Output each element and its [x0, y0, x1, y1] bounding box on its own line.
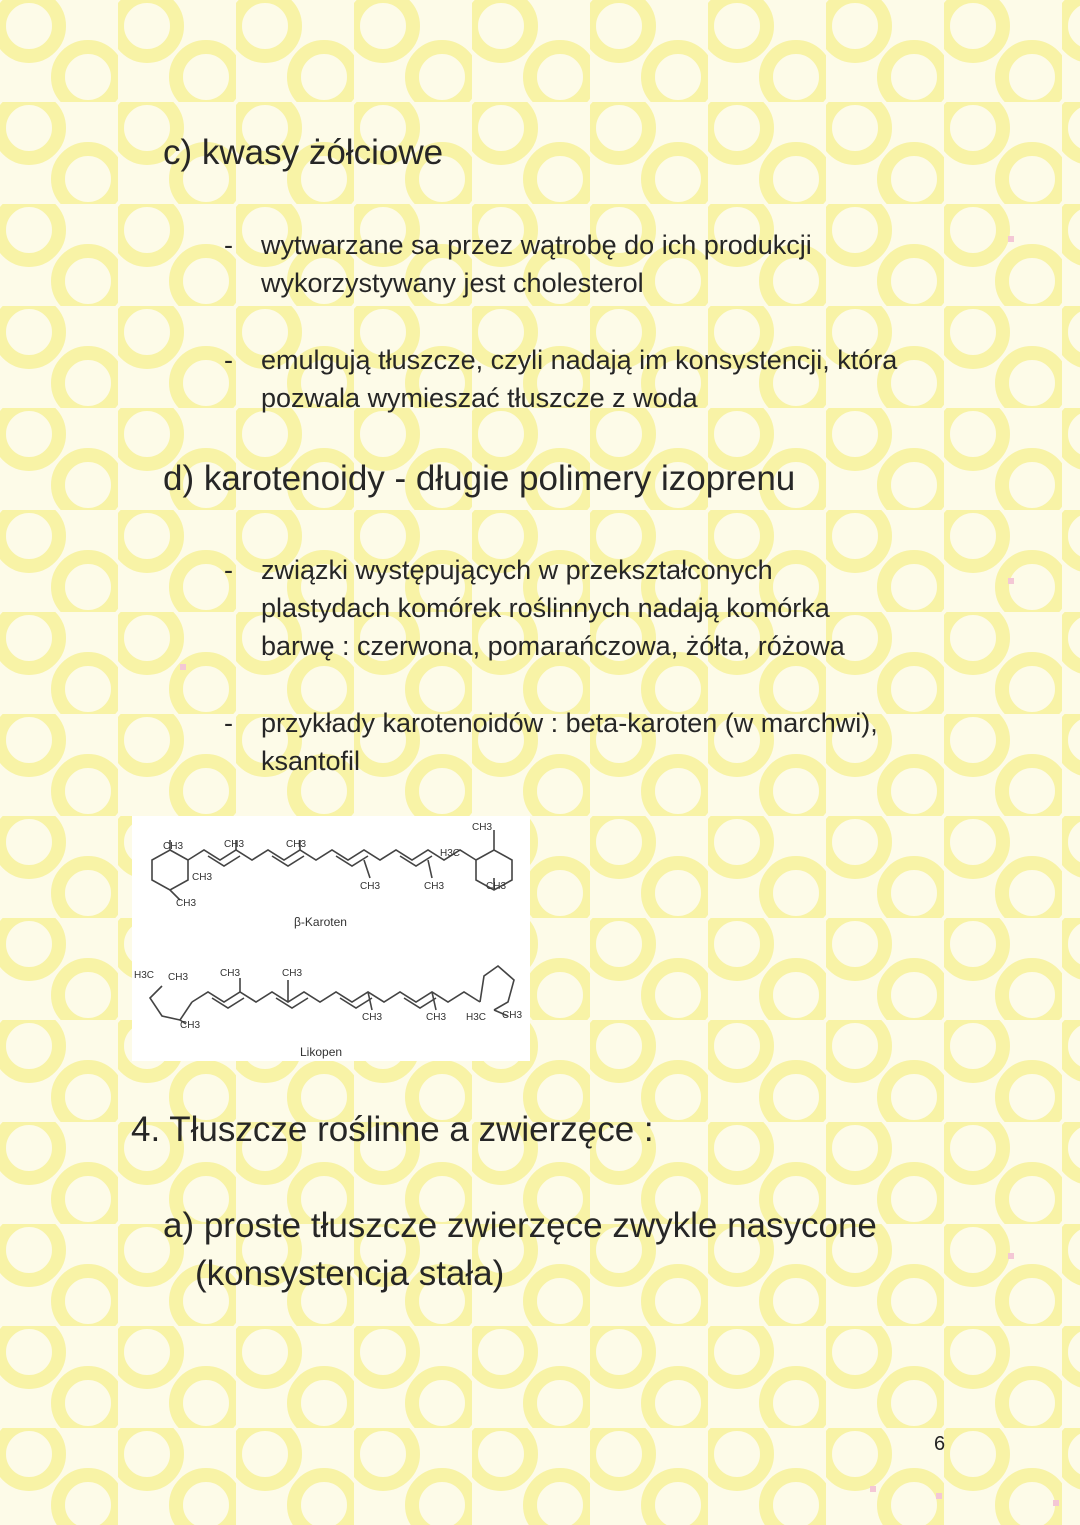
subsection-line: a) proste tłuszcze zwierzęce zwykle nasycone	[163, 1206, 877, 1245]
lycopene-label: H3C	[134, 970, 155, 981]
heading-plant-animal-fats: 4. Tłuszcze roślinne a zwierzęce :	[131, 1110, 654, 1149]
bullet-line: ksantofil	[261, 746, 361, 776]
bullet-dash: -	[224, 230, 233, 260]
bullet-dash: -	[224, 708, 233, 738]
lycopene-caption: Likopen	[300, 1045, 343, 1059]
lycopene-label: CH3	[502, 1010, 523, 1021]
bullet-line: plastydach komórek roślinnych nadają komórka	[261, 593, 830, 623]
bullet-line: barwę : czerwona, pomarańczowa, żółta, różowa	[261, 631, 845, 661]
bullet-dash: -	[224, 345, 233, 375]
subsection-line: (konsystencja stała)	[195, 1254, 505, 1293]
beta-carotene-label: CH3	[192, 872, 213, 883]
bullet-line: przykłady karotenoidów : beta-karoten (w marchwi),	[261, 708, 878, 738]
carotenoid-structures-figure	[132, 816, 530, 1061]
bullet-line: wytwarzane sa przez wątrobę do ich produkcji	[261, 230, 812, 260]
lycopene-label: CH3	[220, 968, 241, 979]
heading-bile-acids: c) kwasy żółciowe	[163, 133, 444, 172]
bullet-line: związki występujących w przekształconych	[261, 555, 773, 585]
lycopene-label: CH3	[362, 1012, 383, 1023]
bullet-line: wykorzystywany jest cholesterol	[261, 268, 644, 298]
lycopene-label: CH3	[180, 1020, 201, 1031]
beta-carotene-label: CH3	[360, 881, 381, 892]
lycopene-label: H3C	[466, 1012, 487, 1023]
beta-carotene-structure	[152, 830, 512, 900]
beta-carotene-label: H3C	[440, 848, 461, 859]
lycopene-label: CH3	[168, 972, 189, 983]
structural-formulas	[132, 816, 530, 1061]
bullet-dash: -	[224, 555, 233, 585]
subsection-animal-fats	[163, 1202, 877, 1298]
beta-carotene-label: CH3	[424, 881, 445, 892]
bullet-line: emulgują tłuszcze, czyli nadają im konsystencji, która	[261, 345, 898, 375]
beta-carotene-label: CH3	[224, 839, 245, 850]
lycopene-label: CH3	[282, 968, 303, 979]
lycopene-label: CH3	[426, 1012, 447, 1023]
beta-carotene-label: CH3	[472, 822, 493, 833]
beta-carotene-label: CH3	[286, 839, 307, 850]
beta-carotene-label: CH3	[486, 881, 507, 892]
lycopene-structure	[150, 966, 514, 1024]
beta-carotene-label: CH3	[176, 898, 197, 909]
heading-carotenoids: d) karotenoidy - długie polimery izoprenu	[163, 459, 796, 498]
bullet-line: pozwala wymieszać tłuszcze z woda	[261, 383, 698, 413]
beta-carotene-caption: β-Karoten	[294, 915, 347, 929]
beta-carotene-label: CH3	[163, 841, 184, 852]
page-number: 6	[934, 1433, 946, 1455]
